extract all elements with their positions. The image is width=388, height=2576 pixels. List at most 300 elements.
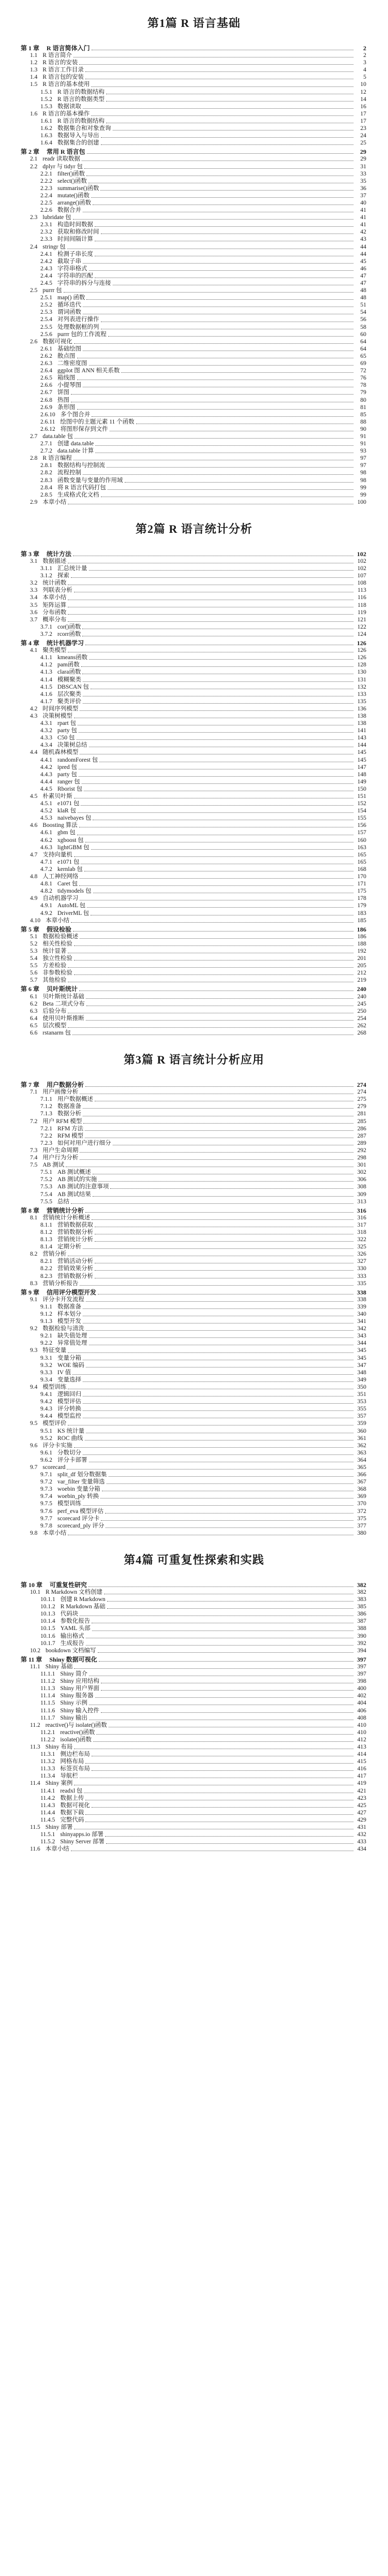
toc-chapter-entry[interactable] <box>21 45 366 52</box>
toc-entry-page: 417 <box>357 1773 366 1780</box>
toc-section-entry[interactable] <box>21 1340 366 1347</box>
toc-section-entry[interactable] <box>21 66 366 74</box>
toc-section-entry[interactable] <box>21 771 366 778</box>
toc-section-entry[interactable] <box>21 594 366 601</box>
toc-section-entry[interactable] <box>21 462 366 469</box>
toc-section-entry[interactable] <box>21 228 366 236</box>
toc-section-entry[interactable] <box>21 178 366 185</box>
toc-entry-title: 本章小结 <box>42 1530 67 1536</box>
toc-entry-number: 8.1.2 <box>40 1229 52 1235</box>
toc-entry-title: select()函数 <box>57 178 87 184</box>
toc-entry-page: 126 <box>357 654 366 661</box>
toc-section-entry[interactable] <box>21 1132 366 1140</box>
toc-section-entry[interactable] <box>21 756 366 764</box>
toc-section-entry[interactable] <box>21 1169 366 1176</box>
toc-section-entry[interactable] <box>21 1743 366 1751</box>
toc-entry-title: 数据描述 <box>42 558 67 564</box>
toc-section-entry[interactable] <box>21 873 366 880</box>
toc-section-entry[interactable] <box>21 749 366 756</box>
toc-section-entry[interactable] <box>21 1493 366 1500</box>
dot-leader <box>91 197 353 198</box>
toc-section-entry[interactable] <box>21 1670 366 1678</box>
toc-entry-page: 98 <box>360 470 366 476</box>
toc-section-entry[interactable] <box>21 940 366 948</box>
toc-section-entry[interactable] <box>21 433 366 440</box>
toc-section-entry[interactable] <box>21 962 366 969</box>
toc-section-entry[interactable] <box>21 1530 366 1537</box>
toc-section-entry[interactable] <box>21 477 366 484</box>
toc-entry-number: 11.3.3 <box>40 1766 55 1772</box>
toc-section-entry[interactable] <box>21 1318 366 1325</box>
toc-section-entry[interactable] <box>21 654 366 661</box>
toc-section-entry[interactable] <box>21 1707 366 1714</box>
toc-section-entry[interactable] <box>21 579 366 587</box>
toc-section-entry[interactable] <box>21 96 366 103</box>
toc-section-entry[interactable] <box>21 993 366 1000</box>
toc-section-entry[interactable] <box>21 1508 366 1515</box>
toc-section-entry[interactable] <box>21 851 366 858</box>
toc-section-entry[interactable] <box>21 1311 366 1318</box>
toc-section-entry[interactable] <box>21 844 366 851</box>
toc-entry-title: 模型评价 <box>42 1420 67 1427</box>
toc-entry-page: 316 <box>357 1206 366 1214</box>
toc-section-entry[interactable] <box>21 1428 366 1435</box>
toc-section-entry[interactable] <box>21 272 366 280</box>
toc-section-entry[interactable] <box>21 676 366 683</box>
toc-section-entry[interactable] <box>21 1096 366 1103</box>
toc-section-entry[interactable] <box>21 155 366 163</box>
toc-section-entry[interactable] <box>21 712 366 720</box>
toc-entry-number: 6.4 <box>30 1015 38 1022</box>
toc-section-entry[interactable] <box>21 917 366 924</box>
toc-section-entry[interactable] <box>21 720 366 727</box>
toc-entry-page: 163 <box>357 844 366 851</box>
toc-section-entry[interactable] <box>21 1140 366 1147</box>
toc-section-entry[interactable] <box>21 1765 366 1772</box>
toc-section-entry[interactable] <box>21 1161 366 1169</box>
toc-section-entry[interactable] <box>21 110 366 118</box>
toc-section-entry[interactable] <box>21 214 366 221</box>
toc-section-entry[interactable] <box>21 280 366 287</box>
dot-leader <box>99 1661 353 1662</box>
toc-section-entry[interactable] <box>21 331 366 338</box>
toc-chapter-entry[interactable] <box>21 926 366 933</box>
toc-chapter-entry[interactable] <box>21 550 366 558</box>
toc-section-entry[interactable] <box>21 1413 366 1420</box>
toc-section-entry[interactable] <box>21 125 366 132</box>
toc-section-entry[interactable] <box>21 1809 366 1816</box>
toc-entry-page: 168 <box>357 866 366 872</box>
toc-section-entry[interactable] <box>21 793 366 800</box>
toc-section-entry[interactable] <box>21 1831 366 1838</box>
toc-section-entry[interactable] <box>21 397 366 404</box>
toc-section-entry[interactable] <box>21 309 366 316</box>
toc-section-entry[interactable] <box>21 1471 366 1478</box>
toc-entry-number: 2.8.5 <box>40 491 52 498</box>
toc-section-entry[interactable] <box>21 1772 366 1780</box>
toc-section-entry[interactable] <box>21 265 366 272</box>
toc-section-entry[interactable] <box>21 52 366 59</box>
toc-section-entry[interactable] <box>21 623 366 631</box>
toc-chapter-entry[interactable] <box>21 1289 366 1296</box>
toc-section-entry[interactable] <box>21 236 366 243</box>
toc-section-entry[interactable] <box>21 353 366 360</box>
toc-section-entry[interactable] <box>21 814 366 822</box>
toc-section-entry[interactable] <box>21 1405 366 1413</box>
toc-section-entry[interactable] <box>21 1154 366 1161</box>
toc-entry-number: 5.4 <box>30 955 38 962</box>
toc-section-entry[interactable] <box>21 895 366 902</box>
dot-leader <box>68 562 353 563</box>
toc-entry-number: 8.2.3 <box>40 1273 52 1279</box>
toc-section-entry[interactable] <box>21 734 366 741</box>
toc-entry-page: 322 <box>357 1236 366 1243</box>
toc-section-entry[interactable] <box>21 1845 366 1853</box>
toc-section-entry[interactable] <box>21 1265 366 1272</box>
toc-section-entry[interactable] <box>21 1280 366 1287</box>
toc-chapter-entry[interactable] <box>21 985 366 993</box>
toc-section-entry[interactable] <box>21 1369 366 1376</box>
toc-entry-page: 47 <box>360 280 366 286</box>
toc-section-entry[interactable] <box>21 192 366 199</box>
toc-entry-number: 5.7 <box>30 977 38 984</box>
toc-section-entry[interactable] <box>21 565 366 572</box>
toc-section-entry[interactable] <box>21 1787 366 1795</box>
toc-section-entry[interactable] <box>21 933 366 940</box>
toc-entry-title: AB 测试 <box>42 1162 65 1169</box>
toc-chapter-entry[interactable] <box>21 1656 366 1663</box>
toc-section-entry[interactable] <box>21 1758 366 1765</box>
toc-section-entry[interactable] <box>21 785 366 793</box>
toc-section-entry[interactable] <box>21 1325 366 1332</box>
dot-leader <box>89 570 354 571</box>
toc-section-entry[interactable] <box>21 1273 366 1280</box>
toc-section-entry[interactable] <box>21 221 366 228</box>
toc-section-entry[interactable] <box>21 118 366 125</box>
toc-section-entry[interactable] <box>21 1802 366 1809</box>
toc-section-entry[interactable] <box>21 132 366 139</box>
toc-section-entry[interactable] <box>21 1015 366 1022</box>
toc-section-entry[interactable] <box>21 1332 366 1340</box>
toc-entry-title: Shiny 服务器 <box>60 1693 94 1699</box>
toc-section-entry[interactable] <box>21 829 366 836</box>
toc-chapter-entry[interactable] <box>21 1207 366 1214</box>
toc-section-entry[interactable] <box>21 1183 366 1190</box>
toc-section-entry[interactable] <box>21 887 366 895</box>
toc-section-entry[interactable] <box>21 969 366 977</box>
toc-section-entry[interactable] <box>21 1500 366 1507</box>
toc-section-entry[interactable] <box>21 316 366 323</box>
toc-section-entry[interactable] <box>21 858 366 866</box>
toc-section-entry[interactable] <box>21 1118 366 1125</box>
toc-section-entry[interactable] <box>21 955 366 962</box>
toc-entry-number: 9.4.1 <box>40 1391 52 1398</box>
toc-section-entry[interactable] <box>21 484 366 491</box>
toc-section-entry[interactable] <box>21 1478 366 1486</box>
toc-section-entry[interactable] <box>21 1603 366 1610</box>
part-title: 第4篇 可重复性探索和实践 <box>124 1553 264 1566</box>
toc-section-entry[interactable] <box>21 866 366 873</box>
toc-section-entry[interactable] <box>21 1088 366 1096</box>
toc-section-entry[interactable] <box>21 1751 366 1758</box>
toc-section-entry[interactable] <box>21 426 366 433</box>
toc-entry-title: 数据集合的创建 <box>57 140 99 147</box>
toc-entry-page: 345 <box>357 1355 366 1361</box>
toc-section-entry[interactable] <box>21 948 366 955</box>
toc-section-entry[interactable] <box>21 1714 366 1722</box>
dot-leader <box>95 1262 353 1263</box>
toc-section-entry[interactable] <box>21 727 366 734</box>
toc-section-entry[interactable] <box>21 1838 366 1845</box>
toc-section-entry[interactable] <box>21 324 366 331</box>
toc-entry-title: AB 测试的实施 <box>57 1176 97 1183</box>
toc-section-entry[interactable] <box>21 170 366 178</box>
toc-section-entry[interactable] <box>21 1729 366 1736</box>
toc-section-entry[interactable] <box>21 382 366 389</box>
toc-entry-number: 4.7 <box>30 851 38 858</box>
dot-leader <box>80 1093 353 1094</box>
toc-section-entry[interactable] <box>21 977 366 984</box>
toc-section-entry[interactable] <box>21 1486 366 1493</box>
toc-section-entry[interactable] <box>21 1515 366 1522</box>
toc-section-entry[interactable] <box>21 1449 366 1457</box>
toc-entry-title: party 包 <box>57 771 78 778</box>
toc-section-entry[interactable] <box>21 491 366 499</box>
toc-section-entry[interactable] <box>21 1780 366 1787</box>
toc-section-entry[interactable] <box>21 163 366 170</box>
toc-section-entry[interactable] <box>21 89 366 96</box>
toc-section-entry[interactable] <box>21 647 366 654</box>
toc-section-entry[interactable] <box>21 59 366 66</box>
toc-section-entry[interactable] <box>21 668 366 676</box>
dot-leader <box>80 899 353 900</box>
toc-section-entry[interactable] <box>21 1243 366 1250</box>
toc-section-entry[interactable] <box>21 389 366 396</box>
toc-entry-title: 列联表分析 <box>42 587 72 594</box>
toc-chapter-entry[interactable] <box>21 1081 366 1088</box>
toc-entry-title: 用户数据分析 <box>47 1081 84 1089</box>
toc-section-entry[interactable] <box>21 1795 366 1802</box>
toc-section-entry[interactable] <box>21 411 366 418</box>
toc-section-entry[interactable] <box>21 1442 366 1449</box>
toc-section-entry[interactable] <box>21 1008 366 1015</box>
toc-section-entry[interactable] <box>21 698 366 705</box>
toc-section-entry[interactable] <box>21 1596 366 1603</box>
toc-section-entry[interactable] <box>21 910 366 917</box>
toc-section-entry[interactable] <box>21 139 366 147</box>
toc-section-entry[interactable] <box>21 1000 366 1008</box>
toc-section-entry[interactable] <box>21 345 366 353</box>
toc-section-entry[interactable] <box>21 1663 366 1670</box>
toc-section-entry[interactable] <box>21 207 366 214</box>
toc-section-entry[interactable] <box>21 609 366 616</box>
toc-section-entry[interactable] <box>21 1618 366 1625</box>
toc-entry-page: 298 <box>357 1155 366 1161</box>
toc-section-entry[interactable] <box>21 631 366 638</box>
toc-section-entry[interactable] <box>21 616 366 623</box>
toc-section-entry[interactable] <box>21 807 366 814</box>
toc-section-entry[interactable] <box>21 367 366 374</box>
toc-section-entry[interactable] <box>21 558 366 565</box>
toc-section-entry[interactable] <box>21 1198 366 1205</box>
toc-section-entry[interactable] <box>21 1824 366 1831</box>
toc-section-entry[interactable] <box>21 1391 366 1398</box>
toc-section-entry[interactable] <box>21 1236 366 1243</box>
toc-entry-title: R 语言编程 <box>42 455 72 462</box>
toc-section-entry[interactable] <box>21 499 366 506</box>
toc-entry-page: 317 <box>357 1221 366 1228</box>
toc-section-entry[interactable] <box>21 1250 366 1258</box>
toc-section-entry[interactable] <box>21 447 366 455</box>
toc-section-entry[interactable] <box>21 661 366 668</box>
toc-section-entry[interactable] <box>21 1229 366 1236</box>
toc-section-entry[interactable] <box>21 1398 366 1405</box>
toc-section-entry[interactable] <box>21 1214 366 1221</box>
dot-leader <box>105 1512 353 1513</box>
toc-section-entry[interactable] <box>21 199 366 207</box>
toc-section-entry[interactable] <box>21 1685 366 1692</box>
toc-section-entry[interactable] <box>21 469 366 476</box>
toc-section-entry[interactable] <box>21 1110 366 1117</box>
toc-section-entry[interactable] <box>21 1303 366 1311</box>
toc-section-entry[interactable] <box>21 1589 366 1596</box>
toc-section-entry[interactable] <box>21 1355 366 1362</box>
toc-section-entry[interactable] <box>21 1176 366 1183</box>
toc-entry-title: 人工神经网络 <box>42 874 79 880</box>
toc-section-entry[interactable] <box>21 1384 366 1391</box>
toc-section-entry[interactable] <box>21 455 366 462</box>
toc-section-entry[interactable] <box>21 1722 366 1729</box>
toc-section-entry[interactable] <box>21 185 366 192</box>
toc-section-entry[interactable] <box>21 1258 366 1265</box>
toc-section-entry[interactable] <box>21 243 366 251</box>
toc-entry-title: 分数切分 <box>57 1449 81 1456</box>
toc-chapter-entry[interactable] <box>21 148 366 155</box>
toc-section-entry[interactable] <box>21 880 366 887</box>
toc-entry-title: kernlab 包 <box>57 866 83 872</box>
toc-section-entry[interactable] <box>21 404 366 411</box>
toc-entry-title: 输出格式 <box>60 1633 84 1639</box>
toc-section-entry[interactable] <box>21 1678 366 1685</box>
toc-section-entry[interactable] <box>21 1736 366 1743</box>
toc-entry-page: 240 <box>357 993 366 1000</box>
toc-section-entry[interactable] <box>21 1191 366 1198</box>
toc-entry-title: 数据结构与控制流 <box>57 462 105 469</box>
toc-section-entry[interactable] <box>21 258 366 265</box>
toc-section-entry[interactable] <box>21 741 366 749</box>
toc-section-entry[interactable] <box>21 691 366 698</box>
toc-section-entry[interactable] <box>21 1420 366 1427</box>
toc-section-entry[interactable] <box>21 778 366 785</box>
toc-section-entry[interactable] <box>21 1464 366 1471</box>
toc-entry-title: klaR 包 <box>57 808 77 814</box>
toc-section-entry[interactable] <box>21 301 366 309</box>
toc-section-entry[interactable] <box>21 1022 366 1029</box>
toc-section-entry[interactable] <box>21 764 366 771</box>
toc-section-entry[interactable] <box>21 1610 366 1618</box>
toc-section-entry[interactable] <box>21 1125 366 1132</box>
toc-section-entry[interactable] <box>21 1376 366 1384</box>
toc-entry-title: 数据读取 <box>57 103 81 110</box>
toc-section-entry[interactable] <box>21 1633 366 1640</box>
toc-section-entry[interactable] <box>21 1522 366 1530</box>
toc-section-entry[interactable] <box>21 1029 366 1037</box>
toc-section-entry[interactable] <box>21 587 366 594</box>
toc-section-entry[interactable] <box>21 1296 366 1303</box>
toc-entry-title: xgboost 包 <box>57 837 84 843</box>
toc-section-entry[interactable] <box>21 837 366 844</box>
dot-leader <box>92 49 353 50</box>
dot-leader <box>109 1476 353 1477</box>
toc-section-entry[interactable] <box>21 1692 366 1699</box>
dot-leader <box>78 724 353 725</box>
toc-entry-page: 397 <box>357 1655 366 1663</box>
dot-leader <box>95 1277 353 1278</box>
toc-entry-title: purrr 包的工作流程 <box>57 331 107 338</box>
toc-section-entry[interactable] <box>21 572 366 579</box>
toc-section-entry[interactable] <box>21 1435 366 1442</box>
toc-section-entry[interactable] <box>21 1221 366 1229</box>
toc-chapter-entry[interactable] <box>21 1581 366 1589</box>
toc-section-entry[interactable] <box>21 1699 366 1707</box>
toc-section-entry[interactable] <box>21 287 366 294</box>
toc-section-entry[interactable] <box>21 251 366 258</box>
toc-section-entry[interactable] <box>21 822 366 829</box>
toc-entry-title: 评分卡部署 <box>57 1457 87 1463</box>
toc-section-entry[interactable] <box>21 683 366 691</box>
toc-section-entry[interactable] <box>21 103 366 110</box>
toc-section-entry[interactable] <box>21 418 366 426</box>
toc-entry-number: 2.4.1 <box>40 251 52 257</box>
toc-section-entry[interactable] <box>21 1362 366 1369</box>
toc-section-entry[interactable] <box>21 1147 366 1154</box>
toc-entry-title: 侧边栏布局 <box>60 1751 90 1758</box>
toc-section-entry[interactable] <box>21 81 366 88</box>
toc-section-entry[interactable] <box>21 338 366 345</box>
toc-section-entry[interactable] <box>21 705 366 712</box>
toc-entry-number: 1.5 <box>30 81 38 88</box>
dot-leader <box>68 614 353 615</box>
toc-section-entry[interactable] <box>21 440 366 447</box>
toc-section-entry[interactable] <box>21 374 366 382</box>
toc-entry-page: 370 <box>357 1501 366 1507</box>
toc-chapter-entry[interactable] <box>21 639 366 647</box>
toc-section-entry[interactable] <box>21 74 366 81</box>
toc-section-entry[interactable] <box>21 902 366 909</box>
toc-section-entry[interactable] <box>21 1457 366 1464</box>
toc-entry-title: R 语言的数据结构 <box>57 89 105 95</box>
toc-section-entry[interactable] <box>21 1816 366 1824</box>
toc-section-entry[interactable] <box>21 1640 366 1647</box>
dot-leader <box>95 1270 353 1271</box>
toc-entry-number: 7.5.2 <box>40 1176 52 1183</box>
toc-section-entry[interactable] <box>21 1347 366 1354</box>
toc-entry-number: 2.7.1 <box>40 441 52 447</box>
toc-entry-page: 390 <box>357 1633 366 1639</box>
toc-section-entry[interactable] <box>21 294 366 301</box>
toc-entry-title: isolate()函数 <box>60 1736 92 1743</box>
toc-entry-title: naivebayes 包 <box>57 815 92 822</box>
toc-section-entry[interactable] <box>21 800 366 807</box>
toc-section-entry[interactable] <box>21 1625 366 1632</box>
toc-entry-title: C50 包 <box>57 735 75 741</box>
toc-entry-title: Shiny 示例 <box>60 1700 88 1707</box>
toc-section-entry[interactable] <box>21 1647 366 1654</box>
toc-section-entry[interactable] <box>21 360 366 367</box>
dot-leader <box>83 108 353 109</box>
toc-section-entry[interactable] <box>21 602 366 609</box>
toc-section-entry[interactable] <box>21 1103 366 1110</box>
